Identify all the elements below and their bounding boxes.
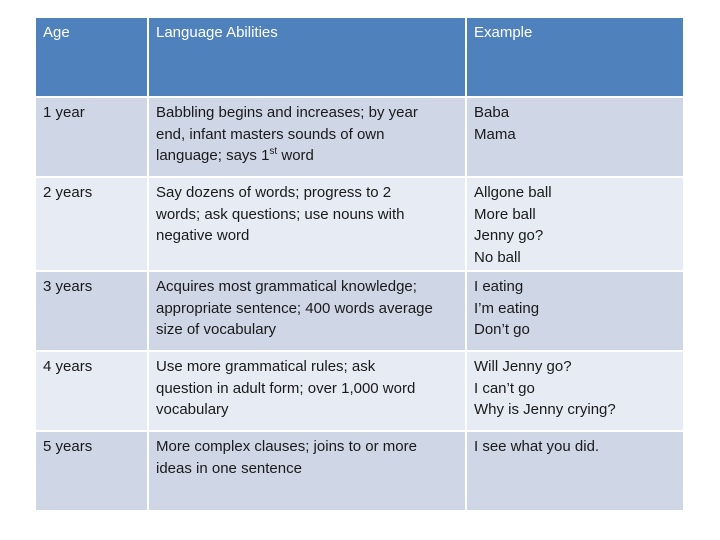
abilities-line: end, infant masters sounds of own [156, 125, 385, 143]
abilities-cell [149, 178, 467, 272]
age-cell: 3 years [36, 272, 149, 352]
example-line: Allgone ball [474, 184, 552, 201]
example-line: Baba [474, 104, 510, 121]
abilities-line: Acquires most grammatical knowledge; [156, 278, 417, 295]
example-cell [467, 352, 683, 432]
example-line: No ball [474, 248, 521, 266]
abilities-line: negative word [156, 227, 250, 244]
abilities-line: size of vocabulary [156, 321, 277, 338]
age-cell: 1 year [36, 98, 149, 178]
example-line: Why is Jenny crying? [474, 401, 616, 418]
age-cell: 5 years [36, 432, 149, 512]
age-cell: 2 years [36, 178, 149, 272]
example-line: I can’t go [474, 379, 535, 397]
abilities-line: Babbling begins and increases; by year [156, 104, 418, 121]
example-cell [467, 432, 683, 512]
header-example: Example [467, 18, 683, 98]
abilities-line: Use more grammatical rules; ask [156, 358, 376, 375]
abilities-line: appropriate sentence; 400 words average [156, 299, 433, 317]
abilities-cell [149, 272, 467, 352]
age-cell: 4 years [36, 352, 149, 432]
example-line: Will Jenny go? [474, 358, 572, 375]
abilities-line: More complex clauses; joins to or more [156, 438, 417, 455]
abilities-text: language; says 1 [156, 147, 270, 164]
ordinal-superscript: st [269, 146, 278, 157]
example-line: I’m eating [474, 299, 540, 317]
abilities-line: words; ask questions; use nouns with [156, 205, 405, 223]
abilities-line: vocabulary [156, 401, 229, 418]
example-cell [467, 98, 683, 178]
example-line: I see what you did. [474, 438, 600, 455]
abilities-cell [149, 352, 467, 432]
abilities-line [156, 145, 459, 167]
language-development-table [36, 18, 683, 512]
example-line: Don’t go [474, 321, 530, 338]
example-line: Jenny go? [474, 227, 544, 244]
header-age: Age [36, 18, 149, 98]
example-cell [467, 178, 683, 272]
example-line: Mama [474, 125, 516, 143]
abilities-cell [149, 432, 467, 512]
abilities-text: word [277, 147, 314, 164]
abilities-line: question in adult form; over 1,000 word [156, 379, 416, 397]
example-line: I eating [474, 278, 524, 295]
example-cell [467, 272, 683, 352]
header-language-abilities: Language Abilities [149, 18, 467, 98]
abilities-cell [149, 98, 467, 178]
abilities-line: Say dozens of words; progress to 2 [156, 184, 392, 201]
example-line: More ball [474, 205, 536, 223]
abilities-line: ideas in one sentence [156, 459, 302, 477]
